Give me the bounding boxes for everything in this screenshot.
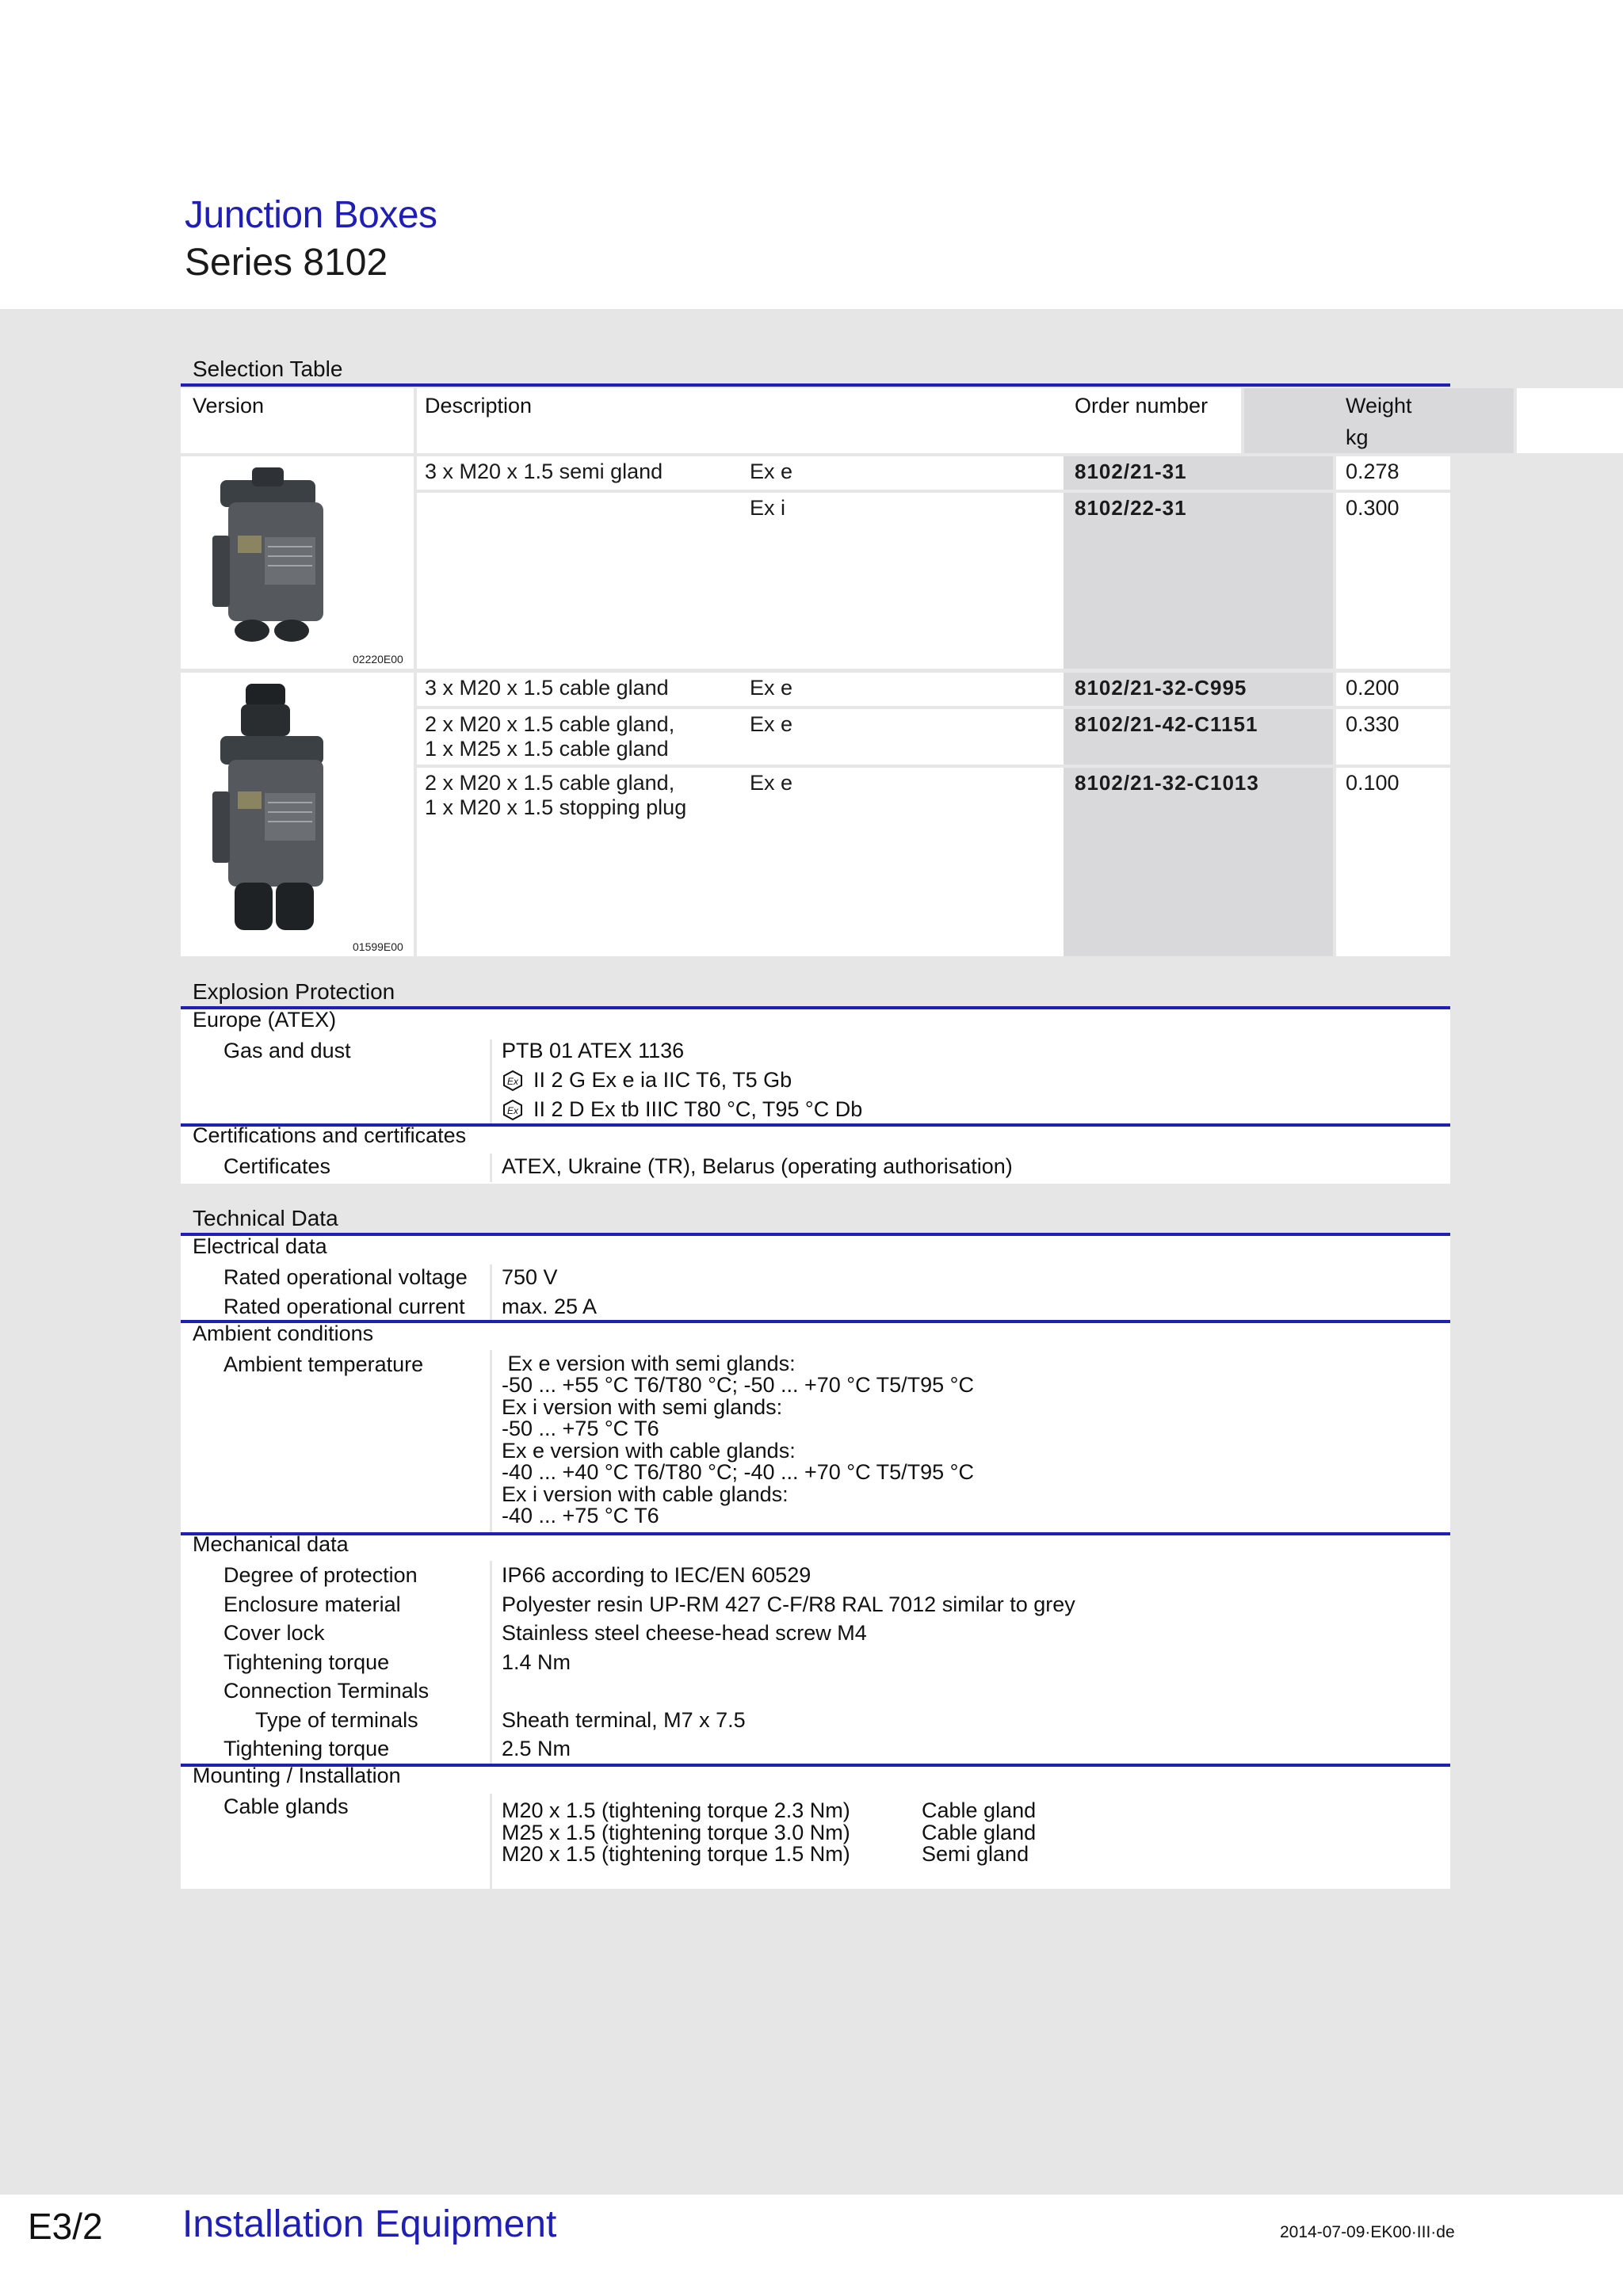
row-1-description: 3 x M20 x 1.5 semi gland — [425, 460, 663, 483]
tightening-torque-label: Tightening torque — [223, 1650, 390, 1674]
column-description: Description — [425, 394, 533, 418]
ex-hexagon-icon — [502, 1070, 524, 1092]
row-1-order-number: 8102/21-31 — [1075, 460, 1187, 483]
mounting-installation-heading: Mounting / Installation — [193, 1764, 401, 1787]
atex-certificate-number: PTB 01 ATEX 1136 — [502, 1039, 685, 1062]
electrical-data-heading: Electrical data — [193, 1234, 327, 1258]
column-version: Version — [193, 394, 265, 418]
row-4-description-line-2: 1 x M25 x 1.5 cable gland — [425, 737, 669, 761]
degree-protection-label: Degree of protection — [223, 1563, 418, 1587]
mechanical-divider — [490, 1561, 492, 1764]
gland-3-size: M20 x 1.5 (tightening torque 1.5 Nm) — [502, 1842, 850, 1866]
terminal-type-label: Type of terminals — [255, 1708, 418, 1732]
technical-data-title: Technical Data — [193, 1206, 338, 1230]
electrical-divider — [490, 1264, 492, 1320]
version-image-cell-2 — [181, 673, 414, 956]
header-weight-cell — [1517, 388, 1623, 453]
rated-voltage-value: 750 V — [502, 1265, 558, 1289]
certifications-divider — [490, 1154, 492, 1182]
temp-line-3: Ex i version with semi glands: — [502, 1395, 783, 1419]
tightening-torque-value: 1.4 Nm — [502, 1650, 571, 1674]
row-3-order-number: 8102/21-32-C995 — [1075, 676, 1247, 700]
rated-current-label: Rated operational current — [223, 1295, 465, 1318]
europe-atex-heading: Europe (ATEX) — [193, 1008, 337, 1032]
rated-voltage-label: Rated operational voltage — [223, 1265, 468, 1289]
explosion-protection-title: Explosion Protection — [193, 979, 395, 1004]
atex-gas-marking-text: II 2 G Ex e ia IIC T6, T5 Gb — [533, 1068, 792, 1092]
ex-hexagon-icon — [502, 1099, 524, 1121]
gas-dust-label: Gas and dust — [223, 1039, 351, 1062]
temp-line-7: Ex i version with cable glands: — [502, 1482, 789, 1506]
mounting-divider — [490, 1794, 492, 1889]
row-4-order-number: 8102/21-42-C1151 — [1075, 712, 1258, 736]
connection-terminals-heading: Connection Terminals — [223, 1679, 430, 1703]
gland-3-type: Semi gland — [922, 1842, 1029, 1866]
certificates-label: Certificates — [223, 1154, 331, 1178]
gland-1-type: Cable gland — [922, 1798, 1037, 1822]
temp-line-2: -50 ... +55 °C T6/T80 °C; -50 ... +70 °C T5/T95 °C — [502, 1373, 974, 1397]
temp-line-8: -40 ... +75 °C T6 — [502, 1504, 659, 1527]
column-weight-unit: kg — [1346, 425, 1369, 449]
row-1-protection: Ex e — [750, 460, 793, 483]
atex-dust-marking — [502, 1095, 862, 1123]
order-cell-row-5 — [1064, 768, 1333, 956]
ambient-divider — [490, 1350, 492, 1532]
rated-current-value: max. 25 A — [502, 1295, 598, 1318]
footer-title: Installation Equipment — [182, 2203, 557, 2245]
page-number: E3/2 — [28, 2206, 103, 2247]
atex-gas-marking — [502, 1066, 792, 1094]
terminal-torque-value: 2.5 Nm — [502, 1737, 571, 1760]
certifications-heading: Certifications and certificates — [193, 1123, 467, 1147]
temp-line-5: Ex e version with cable glands: — [502, 1439, 796, 1463]
row-5-protection: Ex e — [750, 771, 793, 795]
enclosure-material-value: Polyester resin UP-RM 427 C-F/R8 RAL 7012 similar to grey — [502, 1592, 1075, 1616]
row-2-protection: Ex i — [750, 496, 786, 520]
cover-lock-value: Stainless steel cheese-head screw M4 — [502, 1621, 867, 1645]
row-1-weight: 0.278 — [1346, 460, 1400, 483]
row-4-weight: 0.330 — [1346, 712, 1400, 736]
svg-text:Ex: Ex — [506, 1105, 519, 1116]
page-subtitle: Series 8102 — [185, 242, 388, 284]
row-4-protection: Ex e — [750, 712, 793, 736]
column-weight: Weight — [1346, 394, 1412, 418]
certificates-value: ATEX, Ukraine (TR), Belarus (operating authorisation) — [502, 1154, 1013, 1178]
cable-glands-label: Cable glands — [223, 1794, 349, 1818]
degree-protection-value: IP66 according to IEC/EN 60529 — [502, 1563, 812, 1587]
temp-line-4: -50 ... +75 °C T6 — [502, 1417, 659, 1440]
row-3-weight: 0.200 — [1346, 676, 1400, 700]
atex-dust-marking-text: II 2 D Ex tb IIIC T80 °C, T95 °C Db — [533, 1097, 863, 1121]
mechanical-data-heading: Mechanical data — [193, 1532, 349, 1556]
row-5-order-number: 8102/21-32-C1013 — [1075, 771, 1259, 795]
document-code: 2014-07-09·EK00·III·de — [1280, 2223, 1455, 2241]
svg-text:Ex: Ex — [506, 1076, 519, 1087]
row-5-weight: 0.100 — [1346, 771, 1400, 795]
junction-box-semi-gland-image — [197, 464, 355, 654]
gland-2-size: M25 x 1.5 (tightening torque 3.0 Nm) — [502, 1821, 850, 1844]
row-2-weight: 0.300 — [1346, 496, 1400, 520]
row-4-description-line-1: 2 x M20 x 1.5 cable gland, — [425, 712, 675, 736]
image-code-2: 01599E00 — [353, 940, 403, 953]
terminal-torque-label: Tightening torque — [223, 1737, 390, 1760]
gland-1-size: M20 x 1.5 (tightening torque 2.3 Nm) — [502, 1798, 850, 1822]
temp-line-1: Ex e version with semi glands: — [502, 1352, 796, 1375]
row-5-description-line-2: 1 x M20 x 1.5 stopping plug — [425, 795, 687, 819]
row-3-description: 3 x M20 x 1.5 cable gland — [425, 676, 669, 700]
atex-divider — [490, 1039, 492, 1123]
temp-line-6: -40 ... +40 °C T6/T80 °C; -40 ... +70 °C T5/T95 °C — [502, 1460, 974, 1484]
ambient-conditions-heading: Ambient conditions — [193, 1322, 374, 1345]
junction-box-cable-gland-image — [197, 681, 355, 942]
weight-cell-row-5 — [1336, 768, 1450, 956]
page-title: Junction Boxes — [185, 194, 437, 236]
enclosure-material-label: Enclosure material — [223, 1592, 401, 1616]
version-image-cell-1 — [181, 456, 414, 669]
row-5-description-line-1: 2 x M20 x 1.5 cable gland, — [425, 771, 675, 795]
selection-table-title: Selection Table — [193, 357, 343, 381]
row-2-order-number: 8102/22-31 — [1075, 496, 1187, 520]
row-3-protection: Ex e — [750, 676, 793, 700]
ambient-temperature-label: Ambient temperature — [223, 1352, 424, 1376]
image-code-1: 02220E00 — [353, 653, 403, 666]
terminal-type-value: Sheath terminal, M7 x 7.5 — [502, 1708, 746, 1732]
cover-lock-label: Cover lock — [223, 1621, 325, 1645]
gland-2-type: Cable gland — [922, 1821, 1037, 1844]
column-order-number: Order number — [1075, 394, 1209, 418]
